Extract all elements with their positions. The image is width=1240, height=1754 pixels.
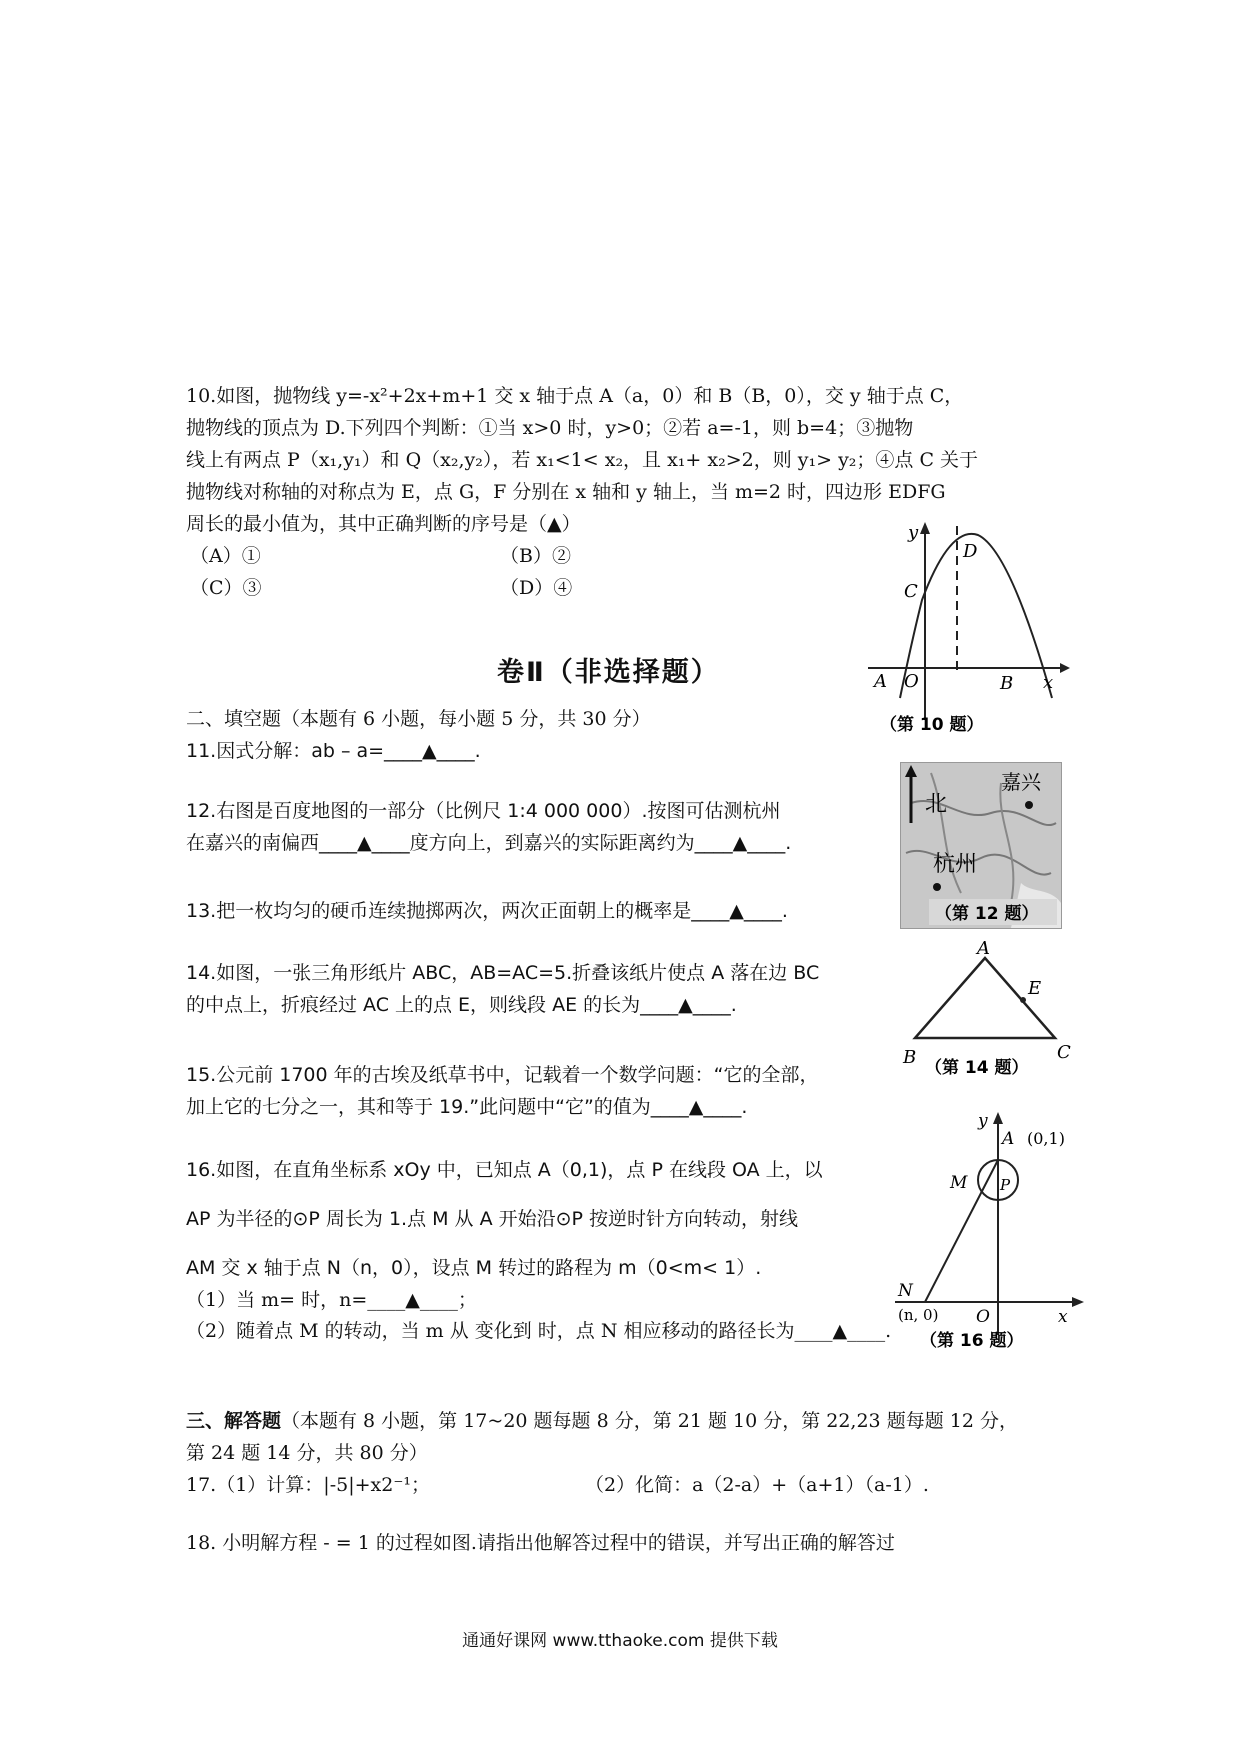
q10-label-y: y <box>908 522 919 543</box>
q12-map-svg <box>901 763 1061 928</box>
q10-label-d: D <box>963 541 978 562</box>
q15-line-1: 15.公元前 1700 年的古埃及纸草书中，记载着一个数学问题：“它的全部， <box>186 1064 819 1086</box>
q10-line-3: 线上有两点 P（x₁,y₁）和 Q（x₂,y₂），若 x₁<1< x₂，且 x₁+ x₂>2，则 y₁> y₂；④点 C 关于 <box>186 449 979 471</box>
q16-caption: （第 16 题） <box>920 1331 1024 1351</box>
q10-option-b: （B）② <box>500 545 571 567</box>
q14-caption: （第 14 题） <box>925 1058 1029 1078</box>
page-footer: 通通好课网 www.tthaoke.com 提供下载 <box>462 1631 778 1651</box>
q16-label-y: y <box>978 1111 988 1131</box>
q14-label-a: A <box>977 938 990 959</box>
section3-header <box>186 1408 1018 1434</box>
q14-line-1: 14.如图，一张三角形纸片 ABC，AB=AC=5.折叠该纸片使点 A 落在边 BC <box>186 962 820 984</box>
q16-label-x: x <box>1058 1307 1068 1327</box>
q17-part2: （2）化简：a（2-a）+（a+1）（a-1）. <box>585 1474 929 1496</box>
q14-figure <box>895 938 1085 1088</box>
q16-label-a-coord: (0,1) <box>1027 1129 1065 1148</box>
q14-label-b: B <box>903 1047 917 1068</box>
section3-header-detail: （本题有 8 小题，第 17~20 题每题 8 分，第 21 题 10 分，第 22,23 题每题 12 分， <box>281 1410 1018 1432</box>
q16-line-5: （2）随着点 M 的转动，当 m 从 变化到 时，点 N 相应移动的路径长为____▲____. <box>186 1320 892 1342</box>
map-label-jiaxing: 嘉兴 <box>1001 770 1041 794</box>
q17-part1: 17.（1）计算：|-5|+x2⁻¹； <box>186 1474 430 1496</box>
q16-x-arrow <box>1072 1297 1084 1307</box>
q16-y-arrow <box>993 1112 1003 1124</box>
q14-label-c: C <box>1057 1042 1071 1063</box>
q18-text: 18. 小明解方程 - = 1 的过程如图.请指出他解答过程中的错误，并写出正确的解答过 <box>186 1532 895 1554</box>
q16-label-n-coord: (n, 0) <box>898 1306 939 1324</box>
q10-label-c: C <box>904 581 918 602</box>
q16-line-1: 16.如图，在直角坐标系 xOy 中，已知点 A（0,1)，点 P 在线段 OA 上，以 <box>186 1159 823 1181</box>
q14-point-e <box>1020 997 1026 1003</box>
q16-figure <box>890 1110 1090 1355</box>
q12-line-2: 在嘉兴的南偏西____▲____度方向上，到嘉兴的实际距离约为____▲____. <box>186 832 792 854</box>
section2-title: 卷Ⅱ（非选择题） <box>497 657 720 688</box>
q10-line-2: 抛物线的顶点为 D.下列四个判断：①当 x>0 时，y>0；②若 a=-1，则 b=4；③抛物 <box>186 417 914 439</box>
q16-label-a: A <box>1002 1129 1015 1149</box>
q16-line-2: AP 为半径的⊙P 周长为 1.点 M 从 A 开始沿⊙P 按逆时针方向转动，射线 <box>186 1208 799 1230</box>
q10-label-b: B <box>1000 673 1014 694</box>
q12-line-1: 12.右图是百度地图的一部分（比例尺 1:4 000 000）.按图可估测杭州 <box>186 800 781 822</box>
q10-line-1: 10.如图，抛物线 y=-x²+2x+m+1 交 x 轴于点 A（a，0）和 B（B，0），交 y 轴于点 C， <box>186 385 964 407</box>
q16-label-o: O <box>976 1307 990 1327</box>
q10-y-arrow <box>920 522 930 534</box>
q11-text: 11.因式分解：ab – a=____▲____. <box>186 740 481 762</box>
q10-label-x: x <box>1043 672 1054 693</box>
q16-label-p: P <box>1000 1176 1011 1194</box>
q12-caption: （第 12 题） <box>935 904 1039 924</box>
q10-line-5: 周长的最小值为，其中正确判断的序号是（▲） <box>186 513 581 535</box>
q10-figure <box>860 520 1070 745</box>
q14-label-e: E <box>1028 978 1042 999</box>
q15-line-2: 加上它的七分之一，其和等于 19.”此问题中“它”的值为____▲____. <box>186 1096 748 1118</box>
q10-option-d: （D）④ <box>500 577 573 599</box>
q10-label-a: A <box>874 671 887 692</box>
section3-header-title: 三、解答题 <box>186 1410 282 1432</box>
q10-caption: （第 10 题） <box>880 715 984 735</box>
map-hangzhou-dot <box>933 883 941 891</box>
q10-option-a: （A）① <box>190 545 261 567</box>
q16-label-m: M <box>950 1173 968 1193</box>
q10-line-4: 抛物线对称轴的对称点为 E，点 G，F 分别在 x 轴和 y 轴上，当 m=2 时，四边形 EDFG <box>186 481 946 503</box>
q16-label-n: N <box>898 1281 913 1301</box>
q10-option-c: （C）③ <box>190 577 262 599</box>
section3-header-line2: 第 24 题 14 分，共 80 分） <box>186 1442 428 1464</box>
map-label-north: 北 <box>925 792 948 817</box>
map-label-hangzhou: 杭州 <box>933 852 978 877</box>
q16-line-4: （1）当 m= 时，n=____▲____； <box>186 1289 477 1311</box>
q12-map-figure <box>900 762 1062 929</box>
q10-label-o: O <box>904 671 919 692</box>
q14-line-2: 的中点上，折痕经过 AC 上的点 E，则线段 AE 的长为____▲____. <box>186 994 737 1016</box>
map-jiaxing-dot <box>1025 801 1033 809</box>
q16-line-3: AM 交 x 轴于点 N（n，0），设点 M 转过的路程为 m（0<m< 1）. <box>186 1257 762 1279</box>
q13-text: 13.把一枚均匀的硬币连续抛掷两次，两次正面朝上的概率是____▲____. <box>186 900 788 922</box>
section2-header: 二、填空题（本题有 6 小题，每小题 5 分，共 30 分） <box>186 708 651 730</box>
